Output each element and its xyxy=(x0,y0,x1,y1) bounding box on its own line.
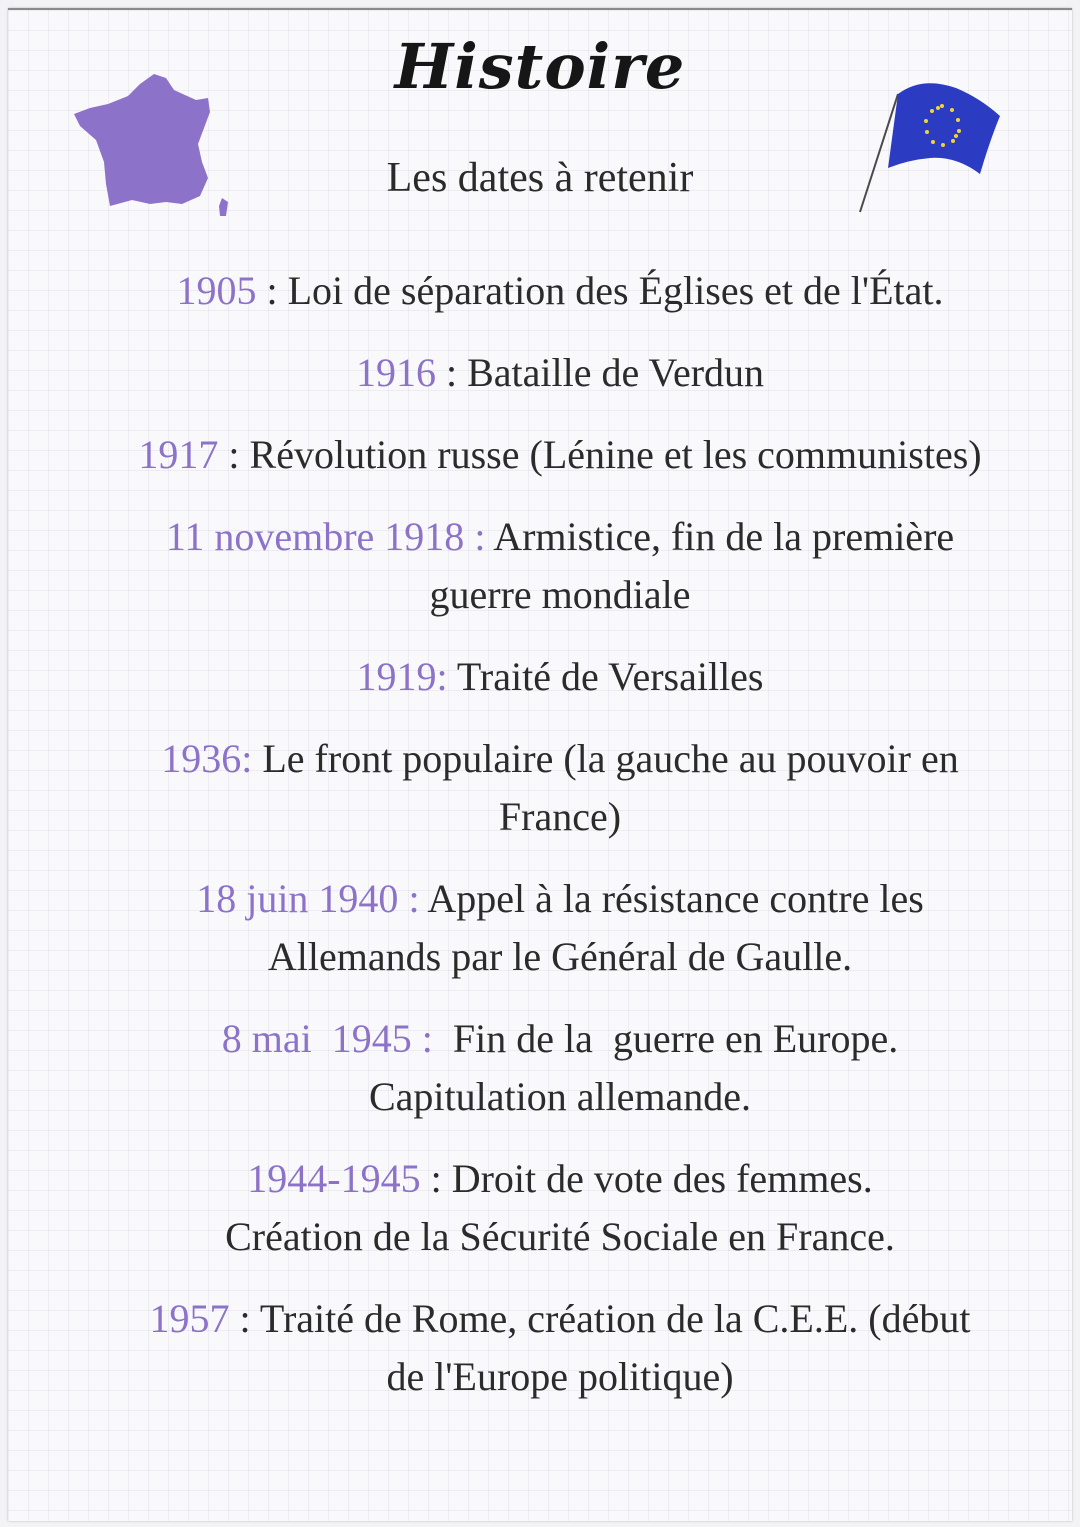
event-separator: : xyxy=(218,432,250,477)
event-description-continued: de l'Europe politique) xyxy=(386,1354,734,1399)
event-date: 18 juin 1940 xyxy=(196,876,399,921)
timeline-list xyxy=(40,262,1080,1430)
timeline-event xyxy=(40,730,1080,846)
timeline-event xyxy=(40,426,1080,484)
event-date: 8 mai 1945 xyxy=(221,1016,412,1061)
timeline-event xyxy=(40,648,1080,706)
event-date: 1936 xyxy=(161,736,242,781)
timeline-event xyxy=(40,1150,1080,1266)
timeline-event xyxy=(40,870,1080,986)
event-description: Traité de Rome, création de la C.E.E. (début xyxy=(259,1296,971,1341)
event-first-line xyxy=(40,1010,1080,1068)
event-date: 1919 xyxy=(356,654,437,699)
event-date: 1916 xyxy=(355,350,436,395)
timeline-event xyxy=(40,262,1080,320)
event-first-line xyxy=(40,262,1080,320)
event-date: 1905 xyxy=(176,268,257,313)
timeline-event xyxy=(40,508,1080,624)
event-first-line xyxy=(40,426,1080,484)
event-description: Armistice, fin de la première xyxy=(493,514,955,559)
event-separator: : xyxy=(241,736,263,781)
event-description-continued: France) xyxy=(498,794,622,839)
event-description-continued: guerre mondiale xyxy=(429,572,691,617)
event-description: Traité de Versailles xyxy=(456,654,764,699)
event-separator: : xyxy=(411,1016,453,1061)
event-description: Fin de la guerre en Europe. xyxy=(452,1016,899,1061)
event-first-line xyxy=(40,1290,1080,1348)
event-separator: : xyxy=(420,1156,452,1201)
event-first-line xyxy=(40,730,1080,788)
event-description: Appel à la résistance contre les xyxy=(427,876,924,921)
event-first-line xyxy=(40,870,1080,928)
event-first-line xyxy=(40,648,1080,706)
timeline-event xyxy=(40,344,1080,402)
page-subtitle: Les dates à retenir xyxy=(386,155,694,201)
event-date: 1944-1945 xyxy=(247,1156,421,1201)
event-description: Loi de séparation des Églises et de l'État. xyxy=(287,268,944,313)
event-description: Bataille de Verdun xyxy=(467,350,765,395)
event-description-continued: Allemands par le Général de Gaulle. xyxy=(267,934,853,979)
event-date: 11 novembre 1918 xyxy=(165,514,465,559)
event-separator: : xyxy=(398,876,428,921)
timeline-event xyxy=(40,1010,1080,1126)
event-first-line xyxy=(40,1150,1080,1208)
event-description: Révolution russe (Lénine et les communistes) xyxy=(249,432,982,477)
event-date: 1957 xyxy=(149,1296,230,1341)
event-date: 1917 xyxy=(138,432,219,477)
event-first-line xyxy=(40,344,1080,402)
event-description: Droit de vote des femmes. xyxy=(451,1156,873,1201)
timeline-event xyxy=(40,1290,1080,1406)
event-separator: : xyxy=(436,654,457,699)
event-separator: : xyxy=(256,268,288,313)
event-description-continued: Création de la Sécurité Sociale en France. xyxy=(225,1214,895,1259)
event-separator: : xyxy=(435,350,468,395)
event-separator: : xyxy=(464,514,494,559)
event-separator: : xyxy=(229,1296,260,1341)
event-description-continued: Capitulation allemande. xyxy=(368,1074,752,1119)
event-first-line xyxy=(40,508,1080,566)
page-title: Histoire xyxy=(394,30,686,103)
event-description: Le front populaire (la gauche au pouvoir en xyxy=(262,736,959,781)
